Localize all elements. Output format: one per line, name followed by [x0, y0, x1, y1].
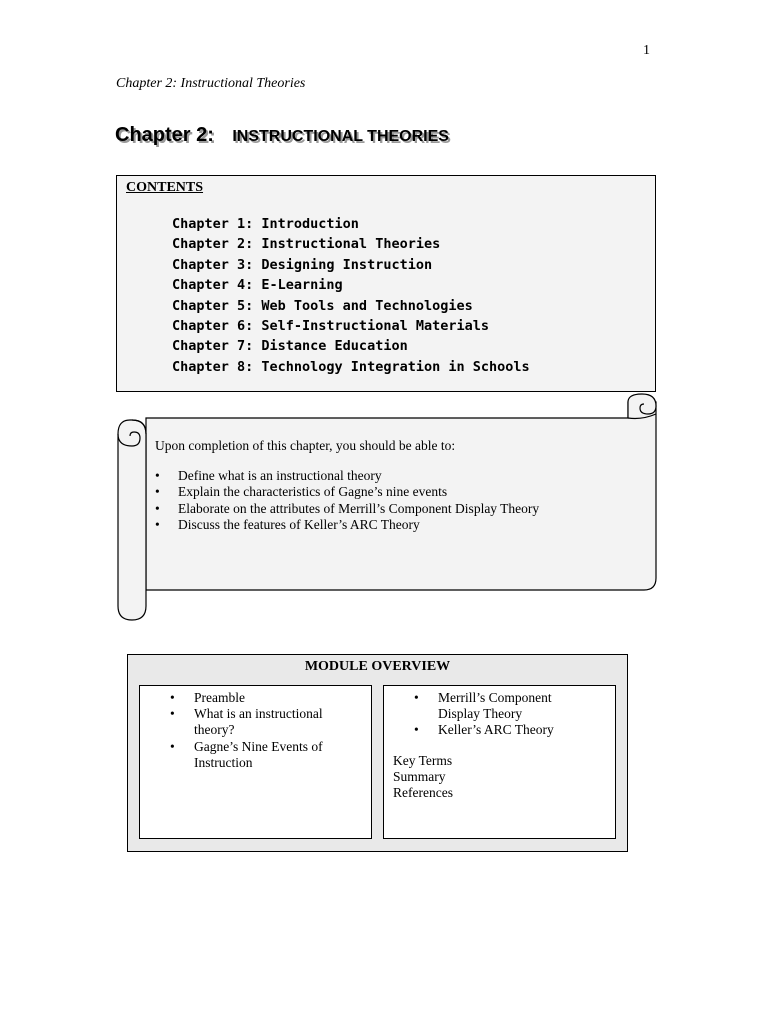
page-number: 1 [643, 43, 650, 58]
objective-text: Define what is an instructional theory [178, 468, 382, 483]
running-header: Chapter 2: Instructional Theories [116, 76, 306, 91]
chapter-number: Chapter 2: [115, 124, 214, 146]
objective-text: Elaborate on the attributes of Merrill’s Component Display Theory [178, 500, 540, 516]
module-item-text [438, 722, 554, 738]
contents-item: Chapter 2: Instructional Theories [172, 236, 441, 253]
bullet-icon: • [155, 500, 160, 516]
module-item [170, 690, 323, 706]
bullet-icon: • [170, 738, 175, 754]
contents-label: CONTENTS [126, 180, 204, 195]
chapter-heading [115, 124, 449, 147]
module-item [414, 722, 554, 738]
module-item-line: theory? [194, 722, 235, 738]
bullet-icon: • [155, 468, 160, 483]
contents-item: Chapter 6: Self-Instructional Materials [172, 318, 489, 335]
module-item-line: Merrill’s Component [438, 690, 552, 705]
contents-item: Chapter 8: Technology Integration in Schools [172, 358, 530, 375]
module-overview-left-panel [139, 685, 372, 839]
objective-item [155, 484, 539, 500]
module-item [170, 706, 323, 738]
module-item-line: Keller’s ARC Theory [438, 722, 554, 738]
module-overview-box [127, 654, 628, 852]
bullet-icon: • [170, 690, 175, 705]
bullet-icon: • [414, 722, 419, 738]
module-overview-title: MODULE OVERVIEW [304, 659, 451, 674]
contents-box [116, 175, 656, 392]
objective-item [155, 517, 539, 533]
contents-item: Chapter 4: E-Learning [172, 277, 343, 294]
contents-item: Chapter 7: Distance Education [172, 338, 408, 355]
module-extra-list [393, 753, 453, 802]
module-item-line: Gagne’s Nine Events of [194, 738, 323, 754]
contents-list [172, 214, 530, 377]
module-item-text [194, 739, 323, 771]
module-left-list [170, 690, 323, 771]
bullet-icon: • [414, 690, 419, 705]
contents-item: Chapter 1: Introduction [172, 216, 359, 232]
objectives-list [155, 468, 539, 533]
module-item-line: Preamble [194, 690, 245, 705]
objective-text: Discuss the features of Keller’s ARC Theory [178, 516, 420, 532]
module-extra-item: Key Terms [393, 753, 453, 768]
module-item [414, 690, 554, 722]
module-item-line: Instruction [194, 754, 253, 770]
module-extra-item: References [393, 785, 453, 801]
bullet-icon: • [155, 516, 160, 532]
module-item-text [194, 706, 323, 738]
module-item [170, 739, 323, 771]
module-item-line: What is an instructional [194, 706, 323, 722]
contents-item: Chapter 5: Web Tools and Technologies [172, 297, 473, 314]
objectives-intro: Upon completion of this chapter, you should be able to: [155, 438, 456, 453]
objective-text: Explain the characteristics of Gagne’s nine events [178, 484, 448, 500]
module-right-list [414, 690, 554, 739]
module-item-text [438, 690, 552, 722]
bullet-icon: • [170, 706, 175, 722]
module-item-line: Display Theory [438, 706, 523, 722]
bullet-icon: • [155, 484, 160, 500]
chapter-title: INSTRUCTIONAL THEORIES [232, 128, 449, 145]
module-overview-right-panel [383, 685, 616, 839]
objective-item [155, 501, 539, 517]
objective-item [155, 468, 539, 484]
contents-item: Chapter 3: Designing Instruction [172, 256, 433, 273]
module-extra-item: Summary [393, 769, 446, 785]
module-item-text [194, 690, 245, 706]
